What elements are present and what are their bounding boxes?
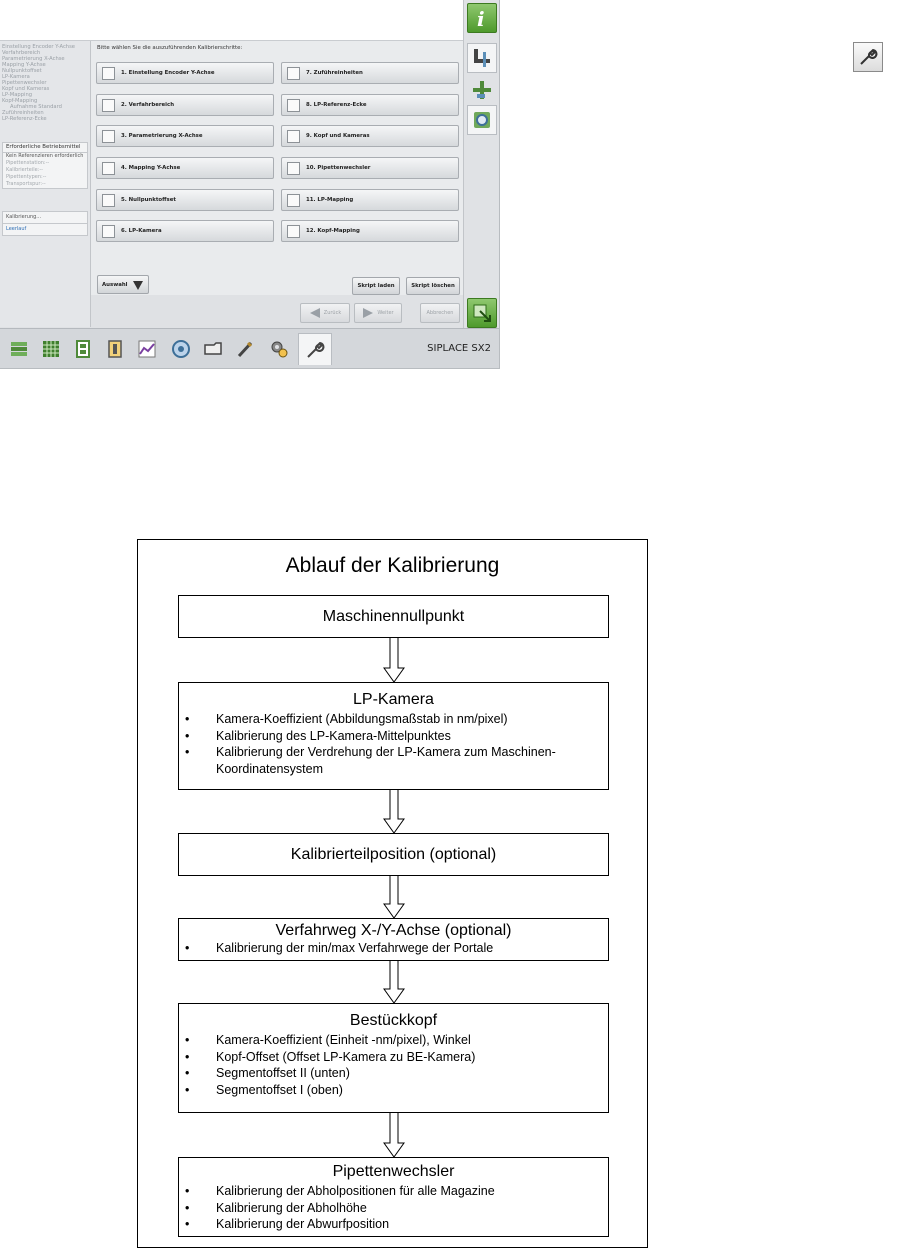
flow-arrow [378,1113,410,1157]
flow-arrow [378,790,410,833]
exit-icon [472,303,492,323]
flow-bullet: • Kalibrierung der Verdrehung der LP-Kamera zum Maschinen-Koordinatensystem [179,744,608,777]
step-list-item: Pipettenwechsler [2,80,47,86]
step-button-1[interactable] [96,62,274,84]
flow-bullet: • Segmentoffset I (oben) [179,1082,608,1099]
step-button-8[interactable] [281,94,459,116]
flow-box-heading: LP-Kamera [353,691,434,708]
flow-box-bullets [179,1032,608,1098]
status-idle: Leerlauf [6,226,27,232]
step-label: 9. Kopf und Kameras [306,133,370,139]
step-list-item: Aufnahme Standard [10,104,62,110]
step-checkbox[interactable] [287,130,300,143]
step-list [2,44,90,122]
step-label: 12. Kopf-Mapping [306,228,360,234]
status-box [2,211,88,236]
top-bar [0,0,463,41]
chevron-down-icon [132,279,144,291]
auswahl-dropdown-button[interactable] [97,275,149,294]
step-checkbox[interactable] [102,162,115,175]
nozzle-icon [234,338,256,360]
calibration-flowchart [137,539,648,1248]
conveyor-icon [202,338,224,360]
camera-settings-button[interactable] [467,105,497,135]
resources-box [2,142,88,189]
info-button[interactable] [467,3,497,33]
flow-box-heading: Kalibrierteilposition (optional) [290,846,497,863]
step-checkbox[interactable] [287,99,300,112]
flow-bullet: • Kamera-Koeffizient (Einheit -nm/pixel), Winkel [179,1032,608,1049]
flow-box-heading: Bestückkopf [349,1012,438,1029]
arrow-left-icon [309,307,321,319]
calibration-tool-icon [471,47,493,69]
flow-box-lp-camera [178,682,609,790]
exit-button[interactable] [467,298,497,328]
flow-box-heading: Maschinennullpunkt [322,608,465,625]
step-label: 5. Nullpunktoffset [121,197,176,203]
step-checkbox[interactable] [102,130,115,143]
production-button[interactable] [4,333,34,365]
setup-grid-icon [40,338,62,360]
vision-icon [170,338,192,360]
flow-box-nozzle-changer [178,1157,609,1237]
next-label: Weiter [377,310,394,316]
step-checkbox[interactable] [287,225,300,238]
delete-script-button[interactable]: Skript löschen [406,277,460,295]
production-icon [8,338,30,360]
step-label: 3. Parametrierung X-Achse [121,133,203,139]
wrench-icon [304,339,326,361]
resources-line: Pipettenstation:-- [6,160,50,166]
step-button-4[interactable] [96,157,274,179]
axis-tool-button[interactable] [467,75,497,105]
step-button-9[interactable] [281,125,459,147]
step-label: 11. LP-Mapping [306,197,354,203]
step-checkbox[interactable] [102,194,115,207]
step-list-item: Kopf und Kameras [2,86,50,92]
bottom-toolbar [0,328,499,369]
setup-grid-button[interactable] [36,333,66,365]
flow-arrow [378,638,410,682]
info-icon [473,7,491,29]
flow-bullet: • Kalibrierung der Abholpositionen für alle Magazine [179,1183,608,1200]
flow-bullet: • Kamera-Koeffizient (Abbildungsmaßstab in nm/pixel) [179,711,608,728]
statistics-button[interactable] [132,333,162,365]
component-icon [72,338,94,360]
brand-label: SIPLACE SX2 [427,343,491,354]
svg-text:i: i [477,7,485,29]
statistics-chart-icon [136,338,158,360]
flow-box-machine-zero [178,595,609,638]
left-panel [0,41,91,327]
calibration-tool-button[interactable] [467,43,497,73]
step-label: 7. Zuführeinheiten [306,70,363,76]
settings-gear-button[interactable] [264,333,294,365]
step-checkbox[interactable] [287,162,300,175]
step-button-11[interactable] [281,189,459,211]
step-label: 10. Pipettenwechsler [306,165,371,171]
back-button[interactable] [300,303,350,323]
flow-bullet: • Kalibrierung der min/max Verfahrwege der Portale [179,940,608,957]
feeder-icon [104,338,126,360]
step-checkbox[interactable] [287,67,300,80]
step-button-7[interactable] [281,62,459,84]
step-list-item: Mapping Y-Achse [2,62,46,68]
vision-button[interactable] [166,333,196,365]
step-label: 4. Mapping Y-Achse [121,165,181,171]
flow-box-bullets [179,940,608,957]
auswahl-label: Auswahl [102,281,128,288]
flowchart-title: Ablauf der Kalibrierung [285,554,500,577]
step-list-item: LP-Mapping [2,92,33,98]
flow-bullet: • Kopf-Offset (Offset LP-Kamera zu BE-Kamera) [179,1049,608,1066]
conveyor-button[interactable] [198,333,228,365]
status-line: Kalibrierung... [3,212,87,224]
flow-arrow [378,876,410,918]
flow-box-heading: Verfahrweg X-/Y-Achse (optional) [275,922,512,939]
resources-line: Kein Referenzieren erforderlich [6,153,84,159]
navigation-row [91,295,463,327]
flow-box-heading: Pipettenwechsler [332,1163,455,1180]
step-button-10[interactable] [281,157,459,179]
feeder-button[interactable] [100,333,130,365]
right-toolbar [463,0,500,330]
arrow-right-icon [362,307,374,319]
resources-line: Pipettentypen:-- [6,174,47,180]
flow-bullet: • Segmentoffset II (unten) [179,1065,608,1082]
flow-box-bullets [179,1183,608,1233]
back-label: Zurück [323,310,342,316]
flow-bullet: • Kalibrierung der Abholhöhe [179,1200,608,1217]
flow-arrow [378,961,410,1003]
step-list-item: Verfahrbereich [2,50,41,56]
step-checkbox[interactable] [102,99,115,112]
calibration-screen [0,0,500,369]
cancel-button[interactable]: Abbrechen [420,303,460,323]
step-button-3[interactable] [96,125,274,147]
wrench-icon [857,46,879,68]
flow-box-bullets [179,711,608,777]
resources-line: Transportspur:-- [6,181,46,187]
step-label: 2. Verfahrbereich [121,102,175,108]
flow-box-calibration-part [178,833,609,876]
main-area [91,41,463,295]
flow-bullet: • Kalibrierung der Abwurfposition [179,1216,608,1233]
instruction-text: Bitte wählen Sie die auszuführenden Kalibrierschritte: [97,45,243,51]
nozzle-button[interactable] [230,333,260,365]
component-button[interactable] [68,333,98,365]
step-list-item: Parametrierung X-Achse [2,56,65,62]
service-wrench-tab[interactable] [298,333,332,365]
resources-line: Kalibrierteile:-- [6,167,43,173]
step-list-item: Nullpunktoffset [2,68,42,74]
step-checkbox[interactable] [102,225,115,238]
step-checkbox[interactable] [102,67,115,80]
flow-box-placement-head [178,1003,609,1113]
step-checkbox[interactable] [287,194,300,207]
step-label: 6. LP-Kamera [121,228,162,234]
step-list-item: LP-Kamera [2,74,30,80]
step-button-6[interactable] [96,220,274,242]
step-list-item: LP-Referenz-Ecke [2,116,47,122]
step-list-item: Zuführeinheiten [2,110,44,116]
resources-header: Erforderliche Betriebsmittel [3,143,87,153]
step-button-12[interactable] [281,220,459,242]
flow-box-travel-range [178,918,609,961]
step-label: 1. Einstellung Encoder Y-Achse [121,70,215,76]
axis-tool-icon [471,79,493,101]
step-list-item: Einstellung Encoder Y-Achse [2,44,75,50]
step-label: 8. LP-Referenz-Ecke [306,102,367,108]
step-button-5[interactable] [96,189,274,211]
flow-bullet: • Kalibrierung des LP-Kamera-Mittelpunktes [179,728,608,745]
step-list-item: Kopf-Mapping [2,98,38,104]
wrench-service-button[interactable] [853,42,883,72]
settings-gear-icon [268,338,290,360]
next-button[interactable] [354,303,402,323]
camera-settings-icon [471,109,493,131]
load-script-button[interactable]: Skript laden [352,277,400,295]
step-button-2[interactable] [96,94,274,116]
